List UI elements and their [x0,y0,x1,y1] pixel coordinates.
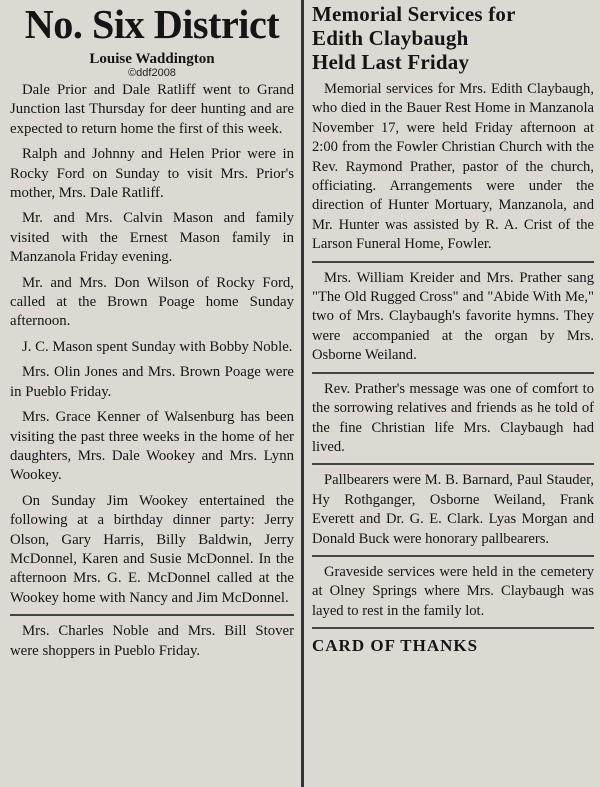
column-divider-rule [301,0,304,787]
news-paragraph: Dale Prior and Dale Ratliff went to Grand Junction last Thursday for deer hunting and are expected to return home the first of this week. [10,82,294,137]
item-divider [312,463,594,465]
item-divider [312,555,594,557]
headline-memorial-services [312,2,594,74]
news-paragraph: Mrs. Charles Noble and Mrs. Bill Stover were shoppers in Pueblo Friday. [10,623,294,659]
article-paragraph: Rev. Prather's message was one of comfort to the sorrowing relatives and friends as he told of the fine Christian life Mrs. Claybaugh had lived. [312,380,594,455]
right-column [308,0,598,787]
news-paragraph: On Sunday Jim Wookey entertained the following at a birthday dinner party: Jerry Olson, Gary Harris, Billy Baldwin, Jerry McDonnel, Karen and Susie McDonnel. In the afternoon Mrs. G. E. McDonnel called at the Wookey home with Nancy and Jim McDonnel. [10,492,294,606]
news-paragraph: Mrs. Grace Kenner of Walsenburg has been visiting the past three weeks in the home of her daughters, Mrs. Dale Wookey and Mrs. Lynn Wookey. [10,409,294,484]
news-paragraph: J. C. Mason spent Sunday with Bobby Noble. [22,338,293,355]
left-column [6,0,298,787]
item-divider [312,372,594,374]
article-paragraph: Graveside services were held in the cemetery at Olney Springs where Mrs. Claybaugh was layed to rest in the family lot. [312,563,594,619]
item-divider [312,261,594,263]
item-divider [10,614,294,616]
news-paragraph: Mr. and Mrs. Calvin Mason and family visited with the Ernest Mason family in Manzanola Friday evening. [10,210,294,266]
headline-line: Memorial Services for [312,2,516,26]
article-paragraph: Mrs. William Kreider and Mrs. Prather sang "The Old Rugged Cross" and "Abide With Me," two of Mrs. Claybaugh's favorite hymns. They were accompanied at the organ by Mrs. Osborne Weiland. [312,269,594,364]
news-paragraph: Mrs. Olin Jones and Mrs. Brown Poage were in Pueblo Friday. [10,364,294,400]
news-paragraph: Mr. and Mrs. Don Wilson of Rocky Ford, called at the Brown Poage home Sunday afternoon. [10,274,294,330]
copyright-credit: ©ddf2008 [128,67,176,79]
article-paragraph: Memorial services for Mrs. Edith Claybaugh, who died in the Bauer Rest Home in Manzanola November 17, were held Friday afternoon at 2:00 from the Fowler Christian Church with the Rev. Raymond Prather, pastor of the church, officiating. Arrangements were under the direction of Hunter Mortuary, Manzanola, and Mr. Hunter was assisted by R. A. Crist of the Larson Funeral Home, Fowler. [312,81,594,253]
headline-line: Held Last Friday [312,50,470,74]
card-of-thanks-heading: CARD OF THANKS [312,636,479,656]
headline-line: Edith Claybaugh [312,26,469,50]
byline: Louise Waddington [89,51,215,67]
item-divider [312,627,594,629]
article-paragraph: Pallbearers were M. B. Barnard, Paul Stauder, Hy Rothganger, Osborne Weiland, Frank Everett and Dr. G. E. Clark. Lyas Morgan and Donald Buck were honorary pallbearers. [312,472,594,547]
headline-no-six-district: No. Six District [24,1,280,47]
news-paragraph: Ralph and Johnny and Helen Prior were in Rocky Ford on Sunday to visit Mrs. Prior's mother, Mrs. Dale Ratliff. [10,146,294,202]
